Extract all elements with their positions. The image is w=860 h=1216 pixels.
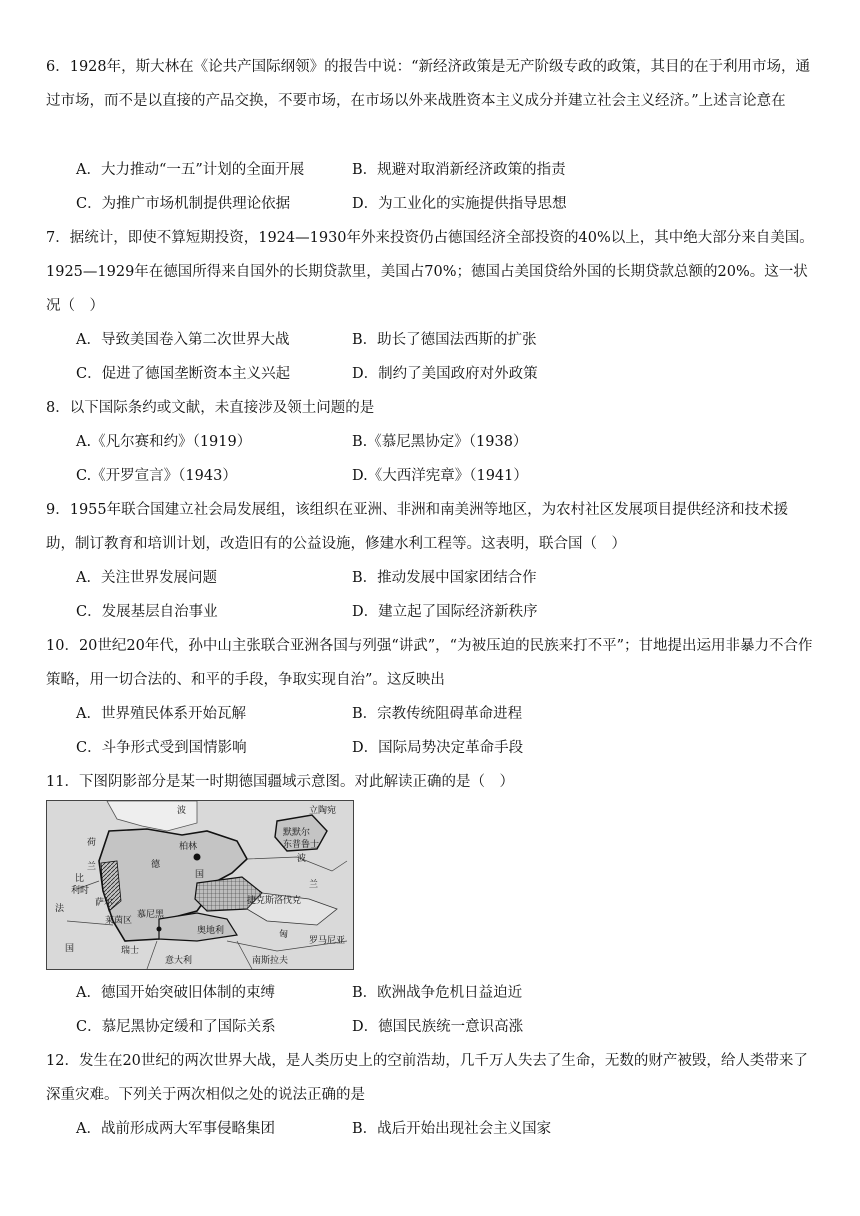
option-a[interactable]: A．世界殖民体系开始瓦解	[76, 706, 246, 722]
question-6-stem: 6．1928年，斯大林在《论共产国际纲领》的报告中说：“新经济政策是无产阶级专政的政策，其目的在于利用市场，通过市场，而不是以直接的产品交换，不要市场，在市场以外来战胜资本主义成分并建立社会主义经济。”上述言论意在	[46, 59, 811, 109]
map-label: 波	[297, 854, 307, 864]
map-label: 国	[195, 870, 205, 880]
border-line	[147, 941, 252, 969]
map-label: 波	[177, 806, 187, 816]
germany-territory-map	[46, 800, 354, 970]
map-label: 罗马尼亚	[309, 936, 346, 946]
question-8-options	[76, 425, 816, 493]
option-a[interactable]: A．大力推动“一五”计划的全面开展	[76, 162, 305, 178]
option-c[interactable]: C．为推广市场机制提供理论依据	[76, 196, 291, 212]
munich-marker	[157, 927, 162, 932]
map-label: 法	[55, 904, 65, 914]
option-a[interactable]: A.《凡尔赛和约》（1919）	[76, 434, 252, 450]
option-c[interactable]: C．促进了德国垄断资本主义兴起	[76, 366, 291, 382]
option-b[interactable]: B．战后开始出现社会主义国家	[352, 1121, 552, 1137]
question-6-options	[76, 153, 816, 221]
map-label: 匈	[279, 930, 289, 940]
map-label: 默默尔	[283, 828, 311, 838]
option-d[interactable]: D．制约了美国政府对外政策	[352, 366, 538, 382]
map-label: 慕尼黑	[137, 910, 165, 920]
map-label: 德	[151, 860, 161, 870]
map-label: 比	[75, 874, 85, 884]
question-11-options	[76, 976, 816, 1044]
option-c[interactable]: C．发展基层自治事业	[76, 604, 218, 620]
option-b[interactable]: B．宗教传统阻碍革命进程	[352, 706, 523, 722]
option-a[interactable]: A．关注世界发展问题	[76, 570, 217, 586]
map-label: 兰	[309, 880, 319, 890]
map-label: 柏林	[179, 842, 198, 852]
option-b[interactable]: B.《慕尼黑协定》（1938）	[352, 434, 528, 450]
map-svg	[47, 801, 353, 969]
option-d[interactable]: D．为工业化的实施提供指导思想	[352, 196, 567, 212]
option-c[interactable]: C．斗争形式受到国情影响	[76, 740, 247, 756]
option-a[interactable]: A．德国开始突破旧体制的束缚	[76, 985, 275, 1001]
map-label: 立陶宛	[309, 806, 337, 816]
map-label: 南斯拉夫	[252, 956, 289, 966]
question-9-stem: 9．1955年联合国建立社会局发展组，该组织在亚洲、非洲和南美洲等地区，为农村社区发展项目提供经济和技术援助，制订教育和培训计划，改造旧有的公益设施，修建水利工程等。这表明，联合国（ ）	[46, 502, 789, 552]
question-10-options	[76, 697, 816, 765]
option-c[interactable]: C.《开罗宣言》（1943）	[76, 468, 237, 484]
map-label: 荷	[87, 838, 97, 848]
berlin-marker	[194, 854, 201, 861]
question-11-stem: 11．下图阴影部分是某一时期德国疆域示意图。对此解读正确的是（ ）	[46, 774, 514, 790]
map-label: 意大利	[165, 956, 193, 966]
map-label: 莱茵区	[105, 916, 133, 926]
question-7-stem: 7．据统计，即使不算短期投资，1924—1930年外来投资仍占德国经济全部投资的40%以上，其中绝大部分来自美国。1925—1929年在德国所得来自国外的长期贷款里，美国占70%；德国占美国贷给外国的长期贷款总额的20%。这一状况（ ）	[46, 230, 814, 314]
map-label: 萨尔	[95, 898, 114, 908]
question-8-stem: 8．以下国际条约或文献，未直接涉及领土问题的是	[46, 400, 375, 416]
question-7-options	[76, 323, 816, 391]
question-12-options	[76, 1112, 816, 1146]
map-label: 利时	[71, 886, 90, 896]
option-a[interactable]: A．导致美国卷入第二次世界大战	[76, 332, 290, 348]
option-b[interactable]: B．规避对取消新经济政策的指责	[352, 162, 566, 178]
map-label: 瑞士	[121, 946, 140, 956]
option-a[interactable]: A．战前形成两大军事侵略集团	[76, 1121, 275, 1137]
option-b[interactable]: B．助长了德国法西斯的扩张	[352, 332, 537, 348]
map-label: 国	[65, 944, 75, 954]
option-d[interactable]: D．建立起了国际经济新秩序	[352, 604, 538, 620]
map-label: 兰	[87, 862, 97, 872]
question-9-options	[76, 561, 816, 629]
question-12-stem: 12．发生在20世纪的两次世界大战，是人类历史上的空前浩劫，几千万人失去了生命，无数的财产被毁，给人类带来了深重灾难。下列关于两次相似之处的说法正确的是	[46, 1053, 808, 1103]
option-b[interactable]: B．欧洲战争危机日益迫近	[352, 985, 523, 1001]
option-d[interactable]: D．德国民族统一意识高涨	[352, 1019, 524, 1035]
option-d[interactable]: D．国际局势决定革命手段	[352, 740, 524, 756]
option-b[interactable]: B．推动发展中国家团结合作	[352, 570, 537, 586]
question-10-stem: 10．20世纪20年代，孙中山主张联合亚洲各国与列强“讲武”，“为被压迫的民族来打不平”；甘地提出运用非暴力不合作策略，用一切合法的、和平的手段，争取实现自治”。这反映出	[46, 638, 813, 688]
option-d[interactable]: D.《大西洋宪章》（1941）	[352, 468, 528, 484]
map-label: 奥地利	[197, 926, 225, 936]
option-c[interactable]: C．慕尼黑协定缓和了国际关系	[76, 1019, 276, 1035]
map-label: 东普鲁士	[283, 840, 320, 850]
map-label: 捷克斯洛伐克	[247, 896, 302, 906]
